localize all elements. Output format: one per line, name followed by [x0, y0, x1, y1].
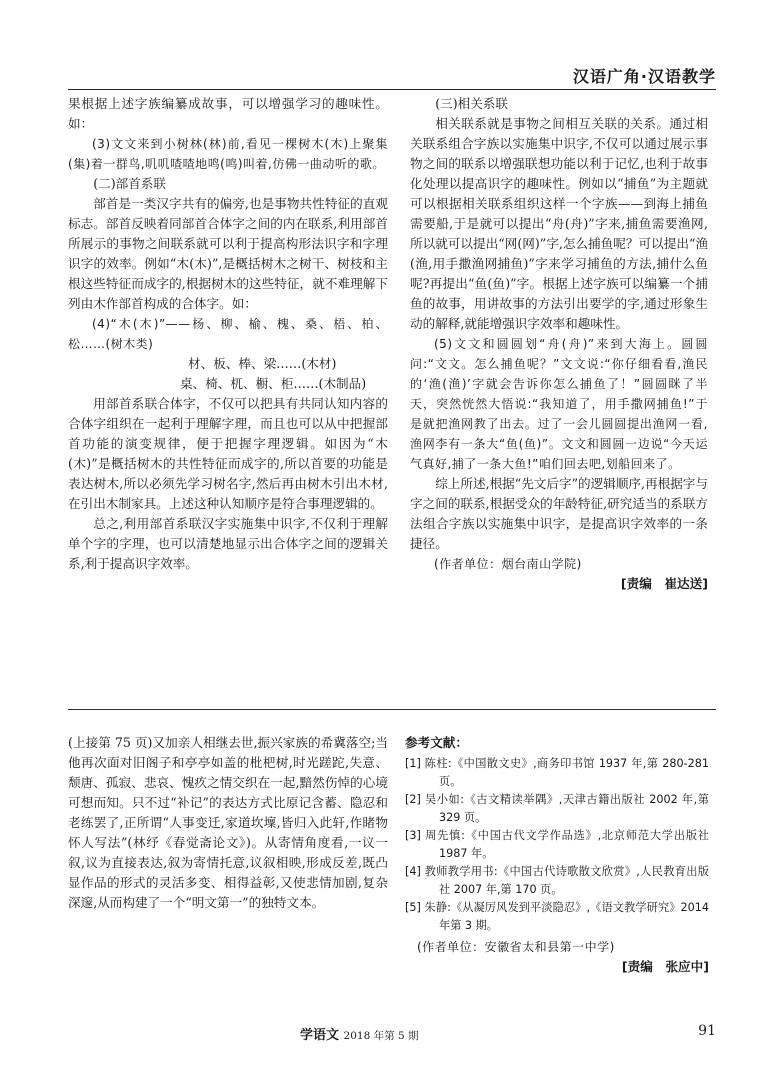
- footer-journal-name: 学语文: [300, 1028, 340, 1043]
- footer-journal: [300, 1024, 418, 1043]
- col1-paragraph: 桌、椅、杌、橱、柜……(木制品): [180, 376, 367, 391]
- col1-paragraph: 部首是一类汉字共有的偏旁,也是事物共性特征的直观标志。部首反映着同部首合体字之间的内在联系,利用部首所展示的事物之间联系就可以利于提高构形法识字和字理识字的效率。例如“木(木)”,是概括树木之树干、树枝和主根这些特征而成字的,根据树木的这些特征，就不难理解下列由木作部首构成的合体字。如：: [68, 196, 388, 311]
- header-title: 汉语广角·汉语教学: [572, 67, 716, 86]
- column-1: [68, 94, 388, 574]
- col2-paragraph: (三)相关系联: [435, 96, 508, 111]
- col2-paragraph: (5)文文和圆圆划“舟(舟)”来到大海上。圆圆问:“文文。怎么捕鱼呢？”文文说:“你仔细看看,渔民的‘渔(渔)’字就会告诉你怎么捕鱼了！”圆圆眯了半天，突然恍然大悟说:“我知道了，用手撒网捕鱼!”于是就把渔网教了出去。过了一会儿圆圆提出渔网一看,渔网李有一条大“鱼(鱼)”。文文和圆圆一边说“今天运气真好,捕了一条大鱼!”咱们回去吧,划船回来了。: [410, 337, 708, 471]
- col2-paragraph: 综上所述,根据“先文后字”的逻辑顺序,再根据字与字之间的联系,根据受众的年龄特征,研究适当的系联方法组合字族以实施集中识字，是提高识字效率的一条捷径。: [410, 476, 708, 551]
- section-divider: [68, 709, 716, 710]
- reference-item: [5] 朱静:《从凝厉风发到平淡隐忍》,《语文教学研究》2014 年第 3 期。: [405, 901, 709, 932]
- col1-paragraph: 用部首系联合体字，不仅可以把具有共同认知内容的合体字组织在一起利于理解字理，而且也可以从中把握部首功能的演变规律，便于把握字理逻辑。如因为“木(木)”是概括树木的共性特征而成字的,所以首要的功能是表达树木,所以必须先学习树名字,然后再由树木引出木材,在引出木制家具。上述这种认知顺序是符合事理逻辑的。: [68, 396, 388, 511]
- reference-item: [3] 周先慎:《中国古代文学作品选》,北京师范大学出版社 1987 年。: [405, 829, 709, 860]
- col3-paragraph: (上接第 75 页)又加亲人相继去世,振兴家族的希冀落空;当他再次面对旧阁子和亭亭如盖的枇杷树,时光蹉跎,失意、颓唐、孤寂、悲哀、愧疚之情交织在一起,黯然伤悼的心境可想而知。只不过“补记”的表达方式比原记含蓄、隐忍和老练罢了,正所谓“人事变迁,家道坎壈,皆归入此轩,作睹物怀人写法”(林纾《春觉斋论文》)。从寄情角度看,一议一叙,议为直接表达,叙为寄情托意,议叙相映,形成反差,既凸显作品的形式的灵活多变、相得益彰,又使悲情加剧,复杂深邃,从而构建了一个“明文第一”的独特文本。: [68, 735, 388, 910]
- column-3: [68, 733, 388, 913]
- page-footer: [0, 1024, 774, 1044]
- references-section: [405, 733, 709, 977]
- reference-item: [1] 陈柱:《中国散文史》,商务印书馆 1937 年,第 280-281 页。: [405, 757, 709, 788]
- running-header: [0, 58, 774, 90]
- reference-item: [2] 吴小如:《古文精读举隅》,天津古籍出版社 2002 年,第 329 页。: [405, 793, 709, 824]
- author-affiliation-2: (作者单位：安徽省太和县第一中学): [417, 940, 615, 954]
- editor-credit-1: [责编 崔达送]: [620, 576, 708, 591]
- reference-item: [4] 教师教学用书:《中国古代诗歌散文欣赏》,人民教育出版社 2007 年,第 170 页。: [405, 865, 709, 896]
- col2-paragraph: (作者单位：烟台南山学院): [434, 557, 582, 571]
- col1-paragraph: 材、板、棒、梁……(木材): [188, 356, 337, 371]
- references-title: 参考文献：: [405, 735, 468, 750]
- editor-credit-2: [责编 张应中]: [621, 959, 709, 974]
- col1-paragraph: (二)部首系联: [93, 176, 166, 191]
- col1-paragraph: 果根据上述字族编纂成故事，可以增强学习的趣味性。如：: [68, 96, 388, 131]
- col1-paragraph: (3)文文来到小树林(林)前,看见一棵树木(木)上聚集(集)着一群鸟,叽叽喳喳地鸣(鸣)叫着,仿佛一曲动听的歌。: [68, 137, 388, 171]
- footer-issue: 2018 年第 5 期: [343, 1030, 419, 1042]
- col1-paragraph: (4)“木(木)”——杨、柳、榆、槐、桑、梧、柏、松……(树木类): [68, 317, 388, 351]
- header-rule: [68, 89, 716, 90]
- col2-paragraph: 相关联系就是事物之间相互关联的关系。通过相关联系组合字族以实施集中识字,不仅可以通过展示事物之间的联系以增强联想功能以利于记忆,也利于故事化处理以提高识字的趣味性。例如以“捕鱼”为主题就可以根据相关联系组织这样一个字族——到海上捕鱼需要船,于是就可以提出“舟(舟)”字来,捕鱼需要渔网,所以就可以提出“网(网)”字,怎么捕鱼呢？可以提出“渔(渔,用手撒渔网捕鱼)”字来学习捕鱼的方法,捕什么鱼呢?再提出“鱼(鱼)”字。根据上述字族可以编纂一个捕鱼的故事，用讲故事的方法引出要学的字,通过形象生动的解释,就能增强识字效率和趣味性。: [410, 116, 708, 331]
- col1-paragraph: 总之,利用部首系联汉字实施集中识字,不仅利于理解单个字的字理，也可以清楚地显示出合体字之间的逻辑关系,利于提高识字效率。: [68, 516, 388, 571]
- page-number: 91: [698, 1023, 716, 1039]
- column-2: [410, 94, 708, 594]
